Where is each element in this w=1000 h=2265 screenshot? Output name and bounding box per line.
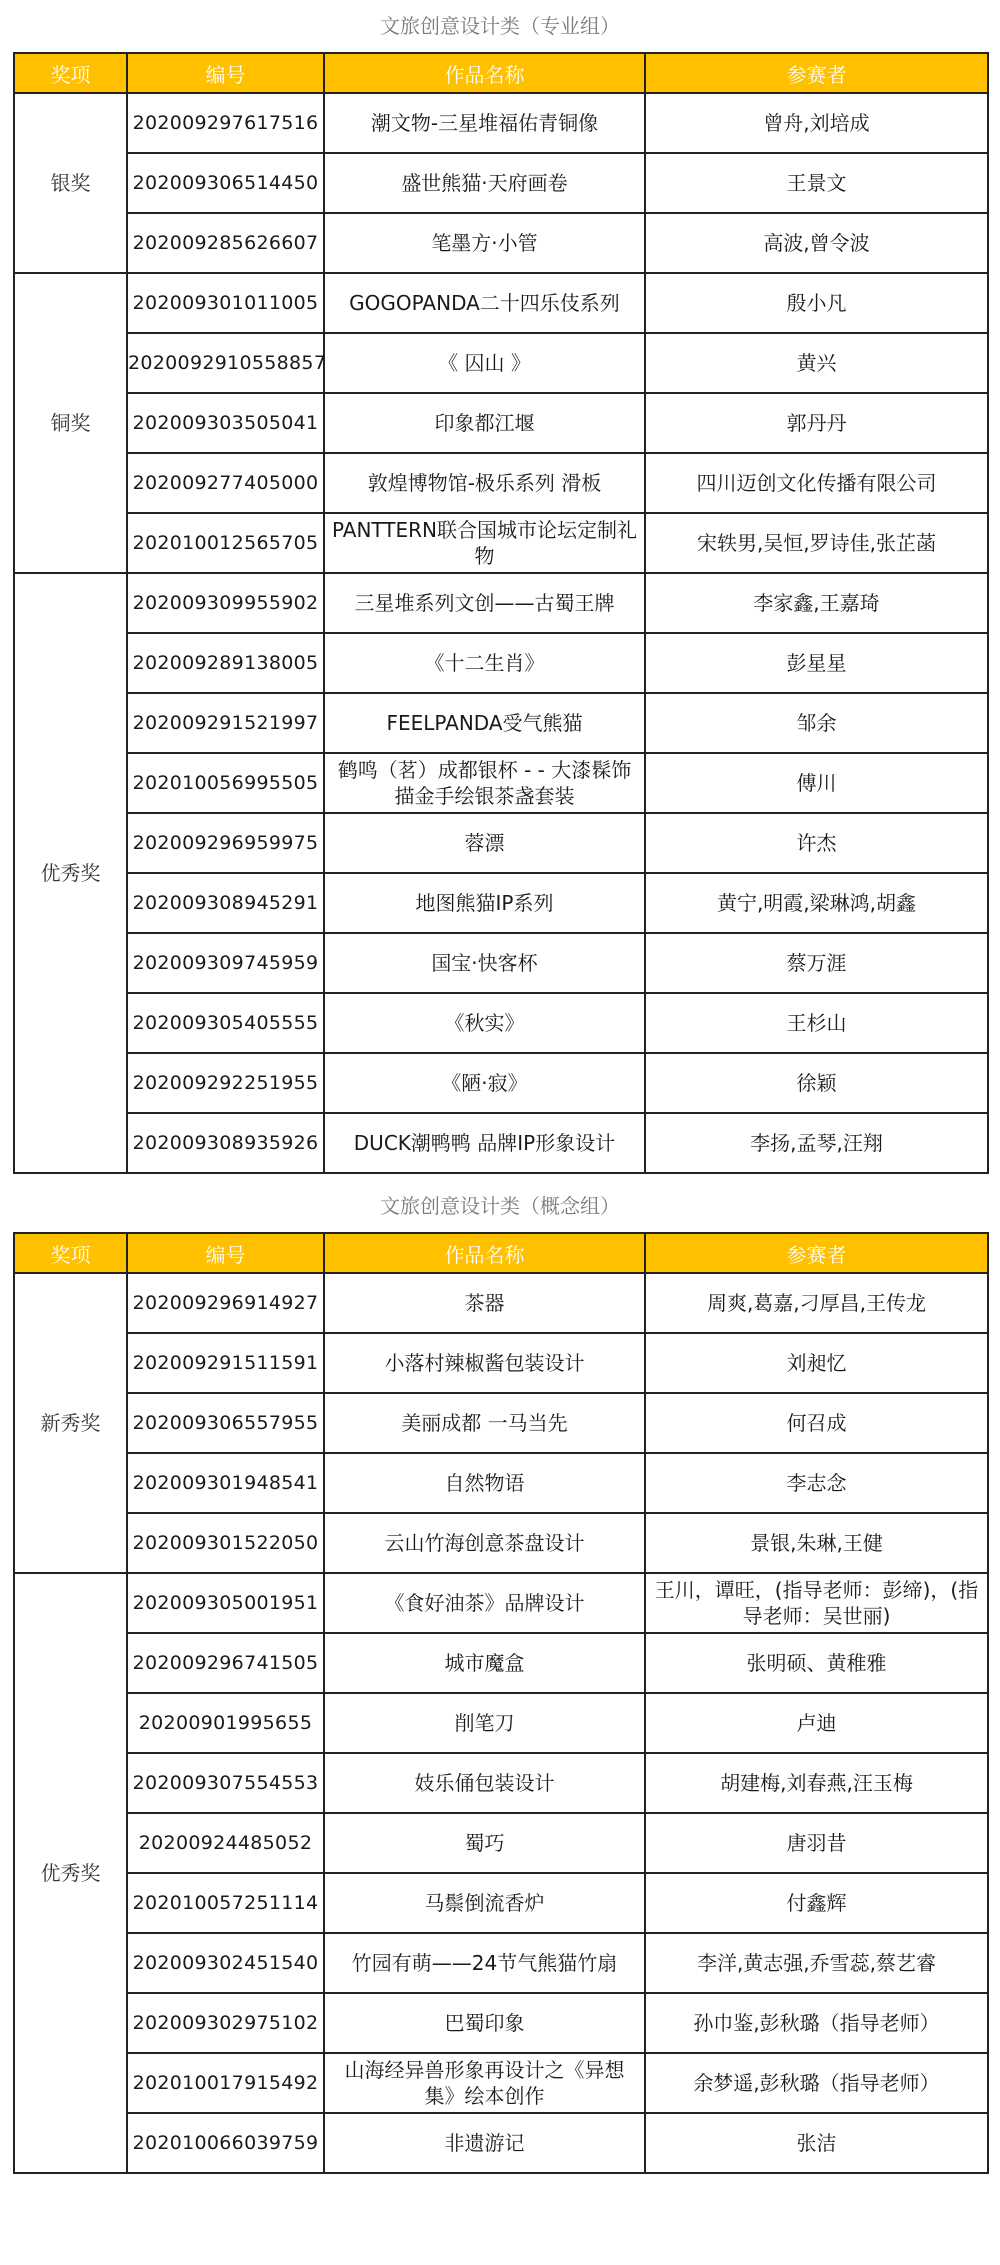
table-row bbox=[14, 1393, 988, 1453]
entry-code-cell: 202009301948541 bbox=[127, 1453, 324, 1513]
entry-code-cell: 202010012565705 bbox=[127, 513, 324, 573]
work-title-cell: 地图熊猫IP系列 bbox=[324, 873, 645, 933]
table-row bbox=[14, 453, 988, 513]
award-level-cell: 优秀奖 bbox=[14, 573, 127, 1173]
table-row bbox=[14, 1573, 988, 1633]
work-title-cell: 城市魔盒 bbox=[324, 1633, 645, 1693]
work-title-cell: GOGOPANDA二十四乐伎系列 bbox=[324, 273, 645, 333]
table-row bbox=[14, 1753, 988, 1813]
entry-code-cell: 202009302451540 bbox=[127, 1933, 324, 1993]
entrant-cell: 四川迈创文化传播有限公司 bbox=[645, 453, 988, 513]
table-row bbox=[14, 1873, 988, 1933]
table-row bbox=[14, 2113, 988, 2173]
entrant-cell: 唐羽昔 bbox=[645, 1813, 988, 1873]
work-title-cell: 美丽成都 一马当先 bbox=[324, 1393, 645, 1453]
entrant-cell: 胡建梅,刘春燕,汪玉梅 bbox=[645, 1753, 988, 1813]
table-row bbox=[14, 1273, 988, 1333]
section-title: 文旅创意设计类（概念组） bbox=[380, 1194, 620, 1218]
work-title-cell: 盛世熊猫·天府画卷 bbox=[324, 153, 645, 213]
work-title-cell: 《 囚山 》 bbox=[324, 333, 645, 393]
entrant-cell: 刘昶忆 bbox=[645, 1333, 988, 1393]
column-header: 作品名称 bbox=[324, 53, 645, 93]
work-title-cell: DUCK潮鸭鸭 品牌IP形象设计 bbox=[324, 1113, 645, 1173]
entry-code-cell: 202009305001951 bbox=[127, 1573, 324, 1633]
entrant-cell: 景银,朱琳,王健 bbox=[645, 1513, 988, 1573]
entry-code-cell: 202010057251114 bbox=[127, 1873, 324, 1933]
table-row bbox=[14, 1053, 988, 1113]
work-title-cell: 蜀巧 bbox=[324, 1813, 645, 1873]
column-header: 编号 bbox=[127, 1233, 324, 1273]
work-title-cell: 马鬃倒流香炉 bbox=[324, 1873, 645, 1933]
entrant-cell: 殷小凡 bbox=[645, 273, 988, 333]
column-header: 参赛者 bbox=[645, 53, 988, 93]
entry-code-cell: 20200901995655 bbox=[127, 1693, 324, 1753]
table-row bbox=[14, 153, 988, 213]
column-header: 参赛者 bbox=[645, 1233, 988, 1273]
entry-code-cell: 202009301522050 bbox=[127, 1513, 324, 1573]
table-row bbox=[14, 213, 988, 273]
entry-code-cell: 202010017915492 bbox=[127, 2053, 324, 2113]
work-title-cell: 三星堆系列文创——古蜀王牌 bbox=[324, 573, 645, 633]
entry-code-cell: 202010066039759 bbox=[127, 2113, 324, 2173]
entry-code-cell: 202009296914927 bbox=[127, 1273, 324, 1333]
entrant-cell: 李志念 bbox=[645, 1453, 988, 1513]
entrant-cell: 王杉山 bbox=[645, 993, 988, 1053]
work-title-cell: 小落村辣椒酱包装设计 bbox=[324, 1333, 645, 1393]
table-row bbox=[14, 1933, 988, 1993]
entry-code-cell: 20200924485052 bbox=[127, 1813, 324, 1873]
entrant-cell: 许杰 bbox=[645, 813, 988, 873]
work-title-cell: 《十二生肖》 bbox=[324, 633, 645, 693]
entry-code-cell: 202009289138005 bbox=[127, 633, 324, 693]
entry-code-cell: 202009307554553 bbox=[127, 1753, 324, 1813]
work-title-cell: PANTTERN联合国城市论坛定制礼物 bbox=[324, 513, 645, 573]
table-row bbox=[14, 573, 988, 633]
entry-code-cell: 202009302975102 bbox=[127, 1993, 324, 2053]
entrant-cell: 曾舟,刘培成 bbox=[645, 93, 988, 153]
work-title-cell: 国宝·快客杯 bbox=[324, 933, 645, 993]
entry-code-cell: 202009303505041 bbox=[127, 393, 324, 453]
work-title-cell: 竹园有萌——24节气熊猫竹扇 bbox=[324, 1933, 645, 1993]
entrant-cell: 李洋,黄志强,乔雪蕊,蔡艺睿 bbox=[645, 1933, 988, 1993]
table-row bbox=[14, 393, 988, 453]
work-title-cell: 笔墨方·小管 bbox=[324, 213, 645, 273]
entrant-cell: 彭星星 bbox=[645, 633, 988, 693]
entrant-cell: 王景文 bbox=[645, 153, 988, 213]
table-row bbox=[14, 693, 988, 753]
table-row bbox=[14, 1993, 988, 2053]
table-row bbox=[14, 933, 988, 993]
entrant-cell: 傅川 bbox=[645, 753, 988, 813]
award-level-cell: 银奖 bbox=[14, 93, 127, 273]
entry-code-cell: 202009309745959 bbox=[127, 933, 324, 993]
entrant-cell: 邹余 bbox=[645, 693, 988, 753]
work-title-cell: 《秋实》 bbox=[324, 993, 645, 1053]
work-title-cell: 敦煌博物馆-极乐系列 滑板 bbox=[324, 453, 645, 513]
entrant-cell: 张明硕、黄稚雅 bbox=[645, 1633, 988, 1693]
table-row bbox=[14, 633, 988, 693]
work-title-cell: 鹤鸣（茗）成都银杯 - - 大漆髹饰描金手绘银茶盏套装 bbox=[324, 753, 645, 813]
entrant-cell: 高波,曾令波 bbox=[645, 213, 988, 273]
table-row bbox=[14, 1513, 988, 1573]
entrant-cell: 宋轶男,吴恒,罗诗佳,张芷菡 bbox=[645, 513, 988, 573]
work-title-cell: 蓉漂 bbox=[324, 813, 645, 873]
awards-table bbox=[13, 1232, 989, 2174]
header-row bbox=[14, 1233, 988, 1273]
column-header: 奖项 bbox=[14, 53, 127, 93]
work-title-cell: FEELPANDA受气熊猫 bbox=[324, 693, 645, 753]
table-row bbox=[14, 333, 988, 393]
award-level-cell: 优秀奖 bbox=[14, 1573, 127, 2173]
award-level-cell: 铜奖 bbox=[14, 273, 127, 573]
table-row bbox=[14, 1113, 988, 1173]
column-header: 编号 bbox=[127, 53, 324, 93]
table-row bbox=[14, 1453, 988, 1513]
work-title-cell: 削笔刀 bbox=[324, 1693, 645, 1753]
work-title-cell: 《食好油茶》品牌设计 bbox=[324, 1573, 645, 1633]
entrant-cell: 余梦遥,彭秋璐（指导老师） bbox=[645, 2053, 988, 2113]
entrant-cell: 黄宁,明霞,梁琳鸿,胡鑫 bbox=[645, 873, 988, 933]
entry-code-cell: 202009296741505 bbox=[127, 1633, 324, 1693]
entrant-cell: 付鑫辉 bbox=[645, 1873, 988, 1933]
header-row bbox=[14, 53, 988, 93]
entry-code-cell: 202009301011005 bbox=[127, 273, 324, 333]
entry-code-cell: 202009291521997 bbox=[127, 693, 324, 753]
table-row bbox=[14, 1333, 988, 1393]
work-title-cell: 《陋·寂》 bbox=[324, 1053, 645, 1113]
table-row bbox=[14, 273, 988, 333]
section-title: 文旅创意设计类（专业组） bbox=[380, 14, 620, 38]
work-title-cell: 自然物语 bbox=[324, 1453, 645, 1513]
entrant-cell: 李扬,孟琴,汪翔 bbox=[645, 1113, 988, 1173]
entrant-cell: 蔡万涯 bbox=[645, 933, 988, 993]
entrant-cell: 王川，谭旺，(指导老师：彭缔)，(指导老师：吴世丽) bbox=[645, 1573, 988, 1633]
entry-code-cell: 202009285626607 bbox=[127, 213, 324, 273]
table-row bbox=[14, 1693, 988, 1753]
table-row bbox=[14, 1813, 988, 1873]
entry-code-cell: 202009297617516 bbox=[127, 93, 324, 153]
table-row bbox=[14, 993, 988, 1053]
entry-code-cell: 202009296959975 bbox=[127, 813, 324, 873]
table-row bbox=[14, 513, 988, 573]
entrant-cell: 孙巾鉴,彭秋璐（指导老师） bbox=[645, 1993, 988, 2053]
entry-code-cell: 202010056995505 bbox=[127, 753, 324, 813]
entrant-cell: 李家鑫,王嘉琦 bbox=[645, 573, 988, 633]
work-title-cell: 茶器 bbox=[324, 1273, 645, 1333]
entrant-cell: 郭丹丹 bbox=[645, 393, 988, 453]
entrant-cell: 何召成 bbox=[645, 1393, 988, 1453]
entry-code-cell: 202009306557955 bbox=[127, 1393, 324, 1453]
work-title-cell: 印象都江堰 bbox=[324, 393, 645, 453]
award-level-cell: 新秀奖 bbox=[14, 1273, 127, 1573]
awards-table bbox=[13, 52, 989, 1174]
table-row bbox=[14, 813, 988, 873]
table-row bbox=[14, 2053, 988, 2113]
column-header: 奖项 bbox=[14, 1233, 127, 1273]
entry-code-cell: 202009308935926 bbox=[127, 1113, 324, 1173]
entry-code-cell: 202009309955902 bbox=[127, 573, 324, 633]
column-header: 作品名称 bbox=[324, 1233, 645, 1273]
entry-code-cell: 202009306514450 bbox=[127, 153, 324, 213]
entrant-cell: 张洁 bbox=[645, 2113, 988, 2173]
work-title-cell: 妓乐俑包装设计 bbox=[324, 1753, 645, 1813]
work-title-cell: 巴蜀印象 bbox=[324, 1993, 645, 2053]
entrant-cell: 黄兴 bbox=[645, 333, 988, 393]
entry-code-cell: 202009305405555 bbox=[127, 993, 324, 1053]
work-title-cell: 潮文物-三星堆福佑青铜像 bbox=[324, 93, 645, 153]
table-row bbox=[14, 753, 988, 813]
table-row bbox=[14, 873, 988, 933]
entry-code-cell: 202009277405000 bbox=[127, 453, 324, 513]
work-title-cell: 云山竹海创意茶盘设计 bbox=[324, 1513, 645, 1573]
entry-code-cell: 2020092910558857 bbox=[127, 333, 324, 393]
entrant-cell: 卢迪 bbox=[645, 1693, 988, 1753]
table-row bbox=[14, 93, 988, 153]
entry-code-cell: 202009308945291 bbox=[127, 873, 324, 933]
entrant-cell: 周爽,葛嘉,刁厚昌,王传龙 bbox=[645, 1273, 988, 1333]
entrant-cell: 徐颖 bbox=[645, 1053, 988, 1113]
entry-code-cell: 202009291511591 bbox=[127, 1333, 324, 1393]
entry-code-cell: 202009292251955 bbox=[127, 1053, 324, 1113]
table-row bbox=[14, 1633, 988, 1693]
work-title-cell: 山海经异兽形象再设计之《异想集》绘本创作 bbox=[324, 2053, 645, 2113]
work-title-cell: 非遗游记 bbox=[324, 2113, 645, 2173]
